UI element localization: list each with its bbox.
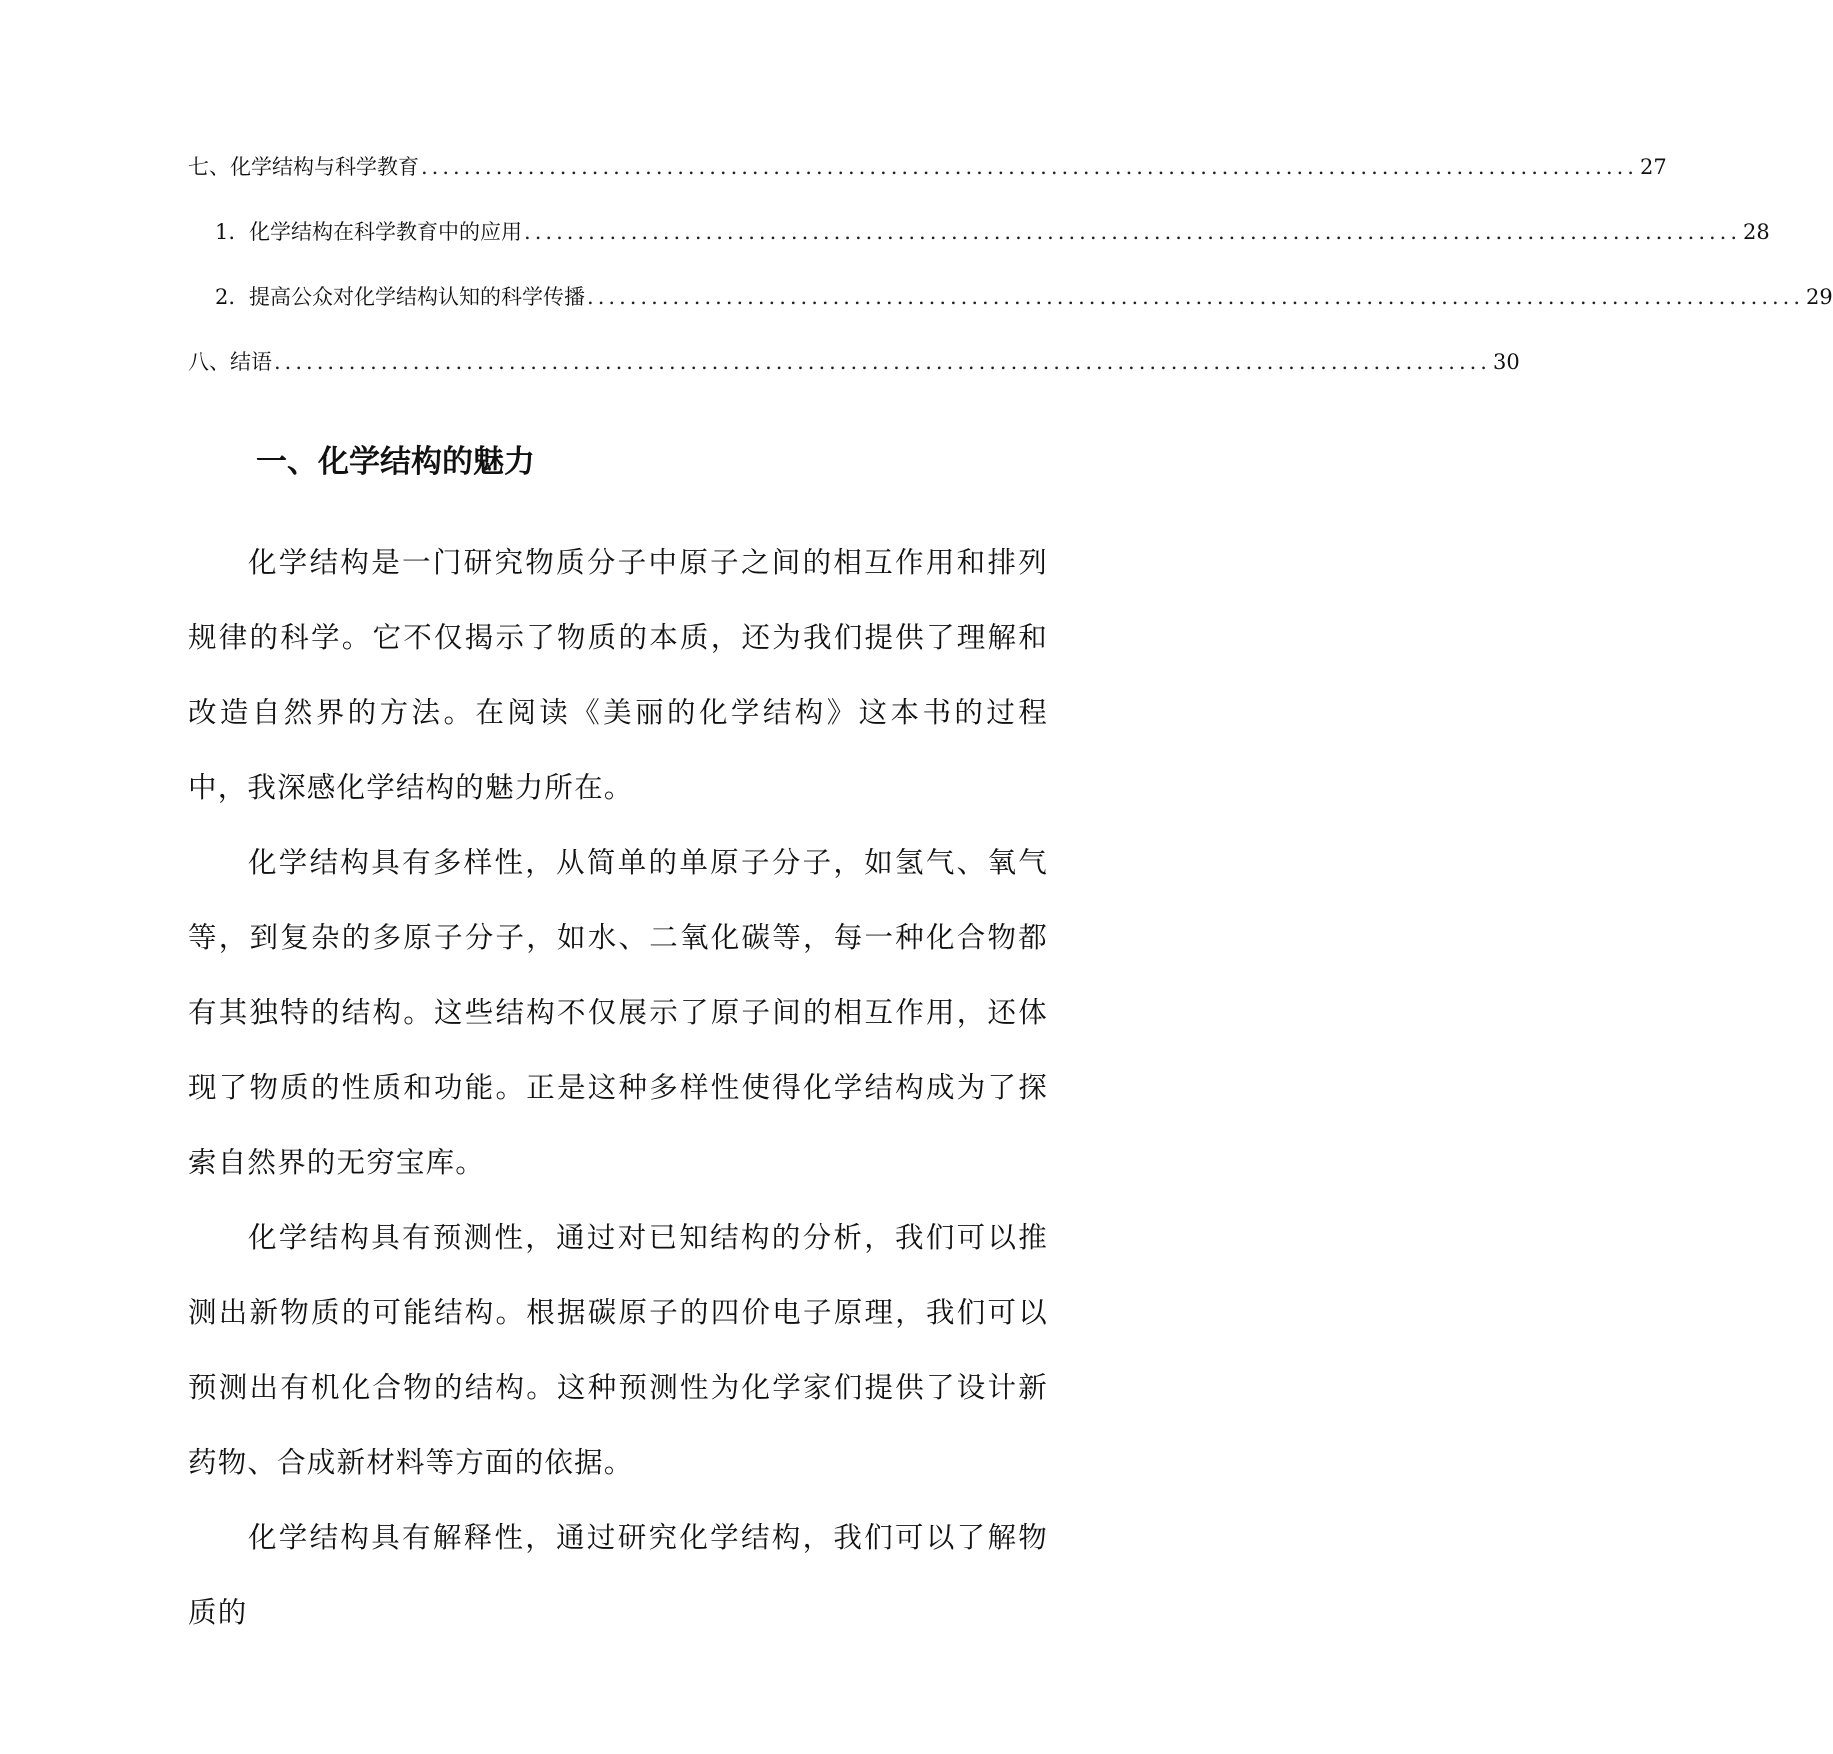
toc-entry-7-2[interactable] <box>215 280 1833 314</box>
toc-dot-leader: .................................................................................................................. <box>587 285 1805 309</box>
body-paragraph: 化学结构具有预测性，通过对已知结构的分析，我们可以推测出新物质的可能结构。根据碳原子的四价电子原理，我们可以预测出有机化合物的结构。这种预测性为化学家们提供了设计新药物、合成新材料等方面的依据。 <box>188 1221 1048 1479</box>
section-body <box>188 525 1048 1650</box>
body-paragraph: 化学结构是一门研究物质分子中原子之间的相互作用和排列规律的科学。它不仅揭示了物质的本质，还为我们提供了理解和改造自然界的方法。在阅读《美丽的化学结构》这本书的过程中，我深感化学结构的魅力所在。 <box>188 546 1048 804</box>
toc-dot-leader: .................................................................................................................. <box>524 220 1742 244</box>
toc-entry-8[interactable] <box>188 345 1520 379</box>
toc-entry-7-1[interactable] <box>215 215 1770 249</box>
body-paragraph: 化学结构具有解释性，通过研究化学结构，我们可以了解物质的 <box>188 1521 1048 1629</box>
body-paragraph: 化学结构具有多样性，从简单的单原子分子，如氢气、氧气等，到复杂的多原子分子，如水、二氧化碳等，每一种化合物都有其独特的结构。这些结构不仅展示了原子间的相互作用，还体现了物质的性质和功能。正是这种多样性使得化学结构成为了探索自然界的无穷宝库。 <box>188 846 1048 1179</box>
toc-entry-page: 29 <box>1806 285 1833 309</box>
toc-entry-page: 30 <box>1492 350 1520 374</box>
toc-entry-number: 1. <box>215 220 236 244</box>
toc-entry-number: 2. <box>215 285 236 309</box>
toc-dot-leader: .................................................................................................................. <box>421 155 1638 179</box>
toc-entry-title: 七、化学结构与科学教育 <box>188 155 419 179</box>
toc-entry-page: 28 <box>1743 220 1770 244</box>
toc-dot-leader: .................................................................................................................. <box>274 350 1491 374</box>
toc-entry-7[interactable] <box>188 150 1667 184</box>
toc-entry-page: 27 <box>1639 155 1667 179</box>
toc-entry-title: 八、结语 <box>188 350 272 374</box>
toc-entry-title: 化学结构在科学教育中的应用 <box>249 220 523 244</box>
section-heading: 一、化学结构的魅力 <box>256 444 535 480</box>
toc-entry-title: 提高公众对化学结构认知的科学传播 <box>249 285 586 309</box>
